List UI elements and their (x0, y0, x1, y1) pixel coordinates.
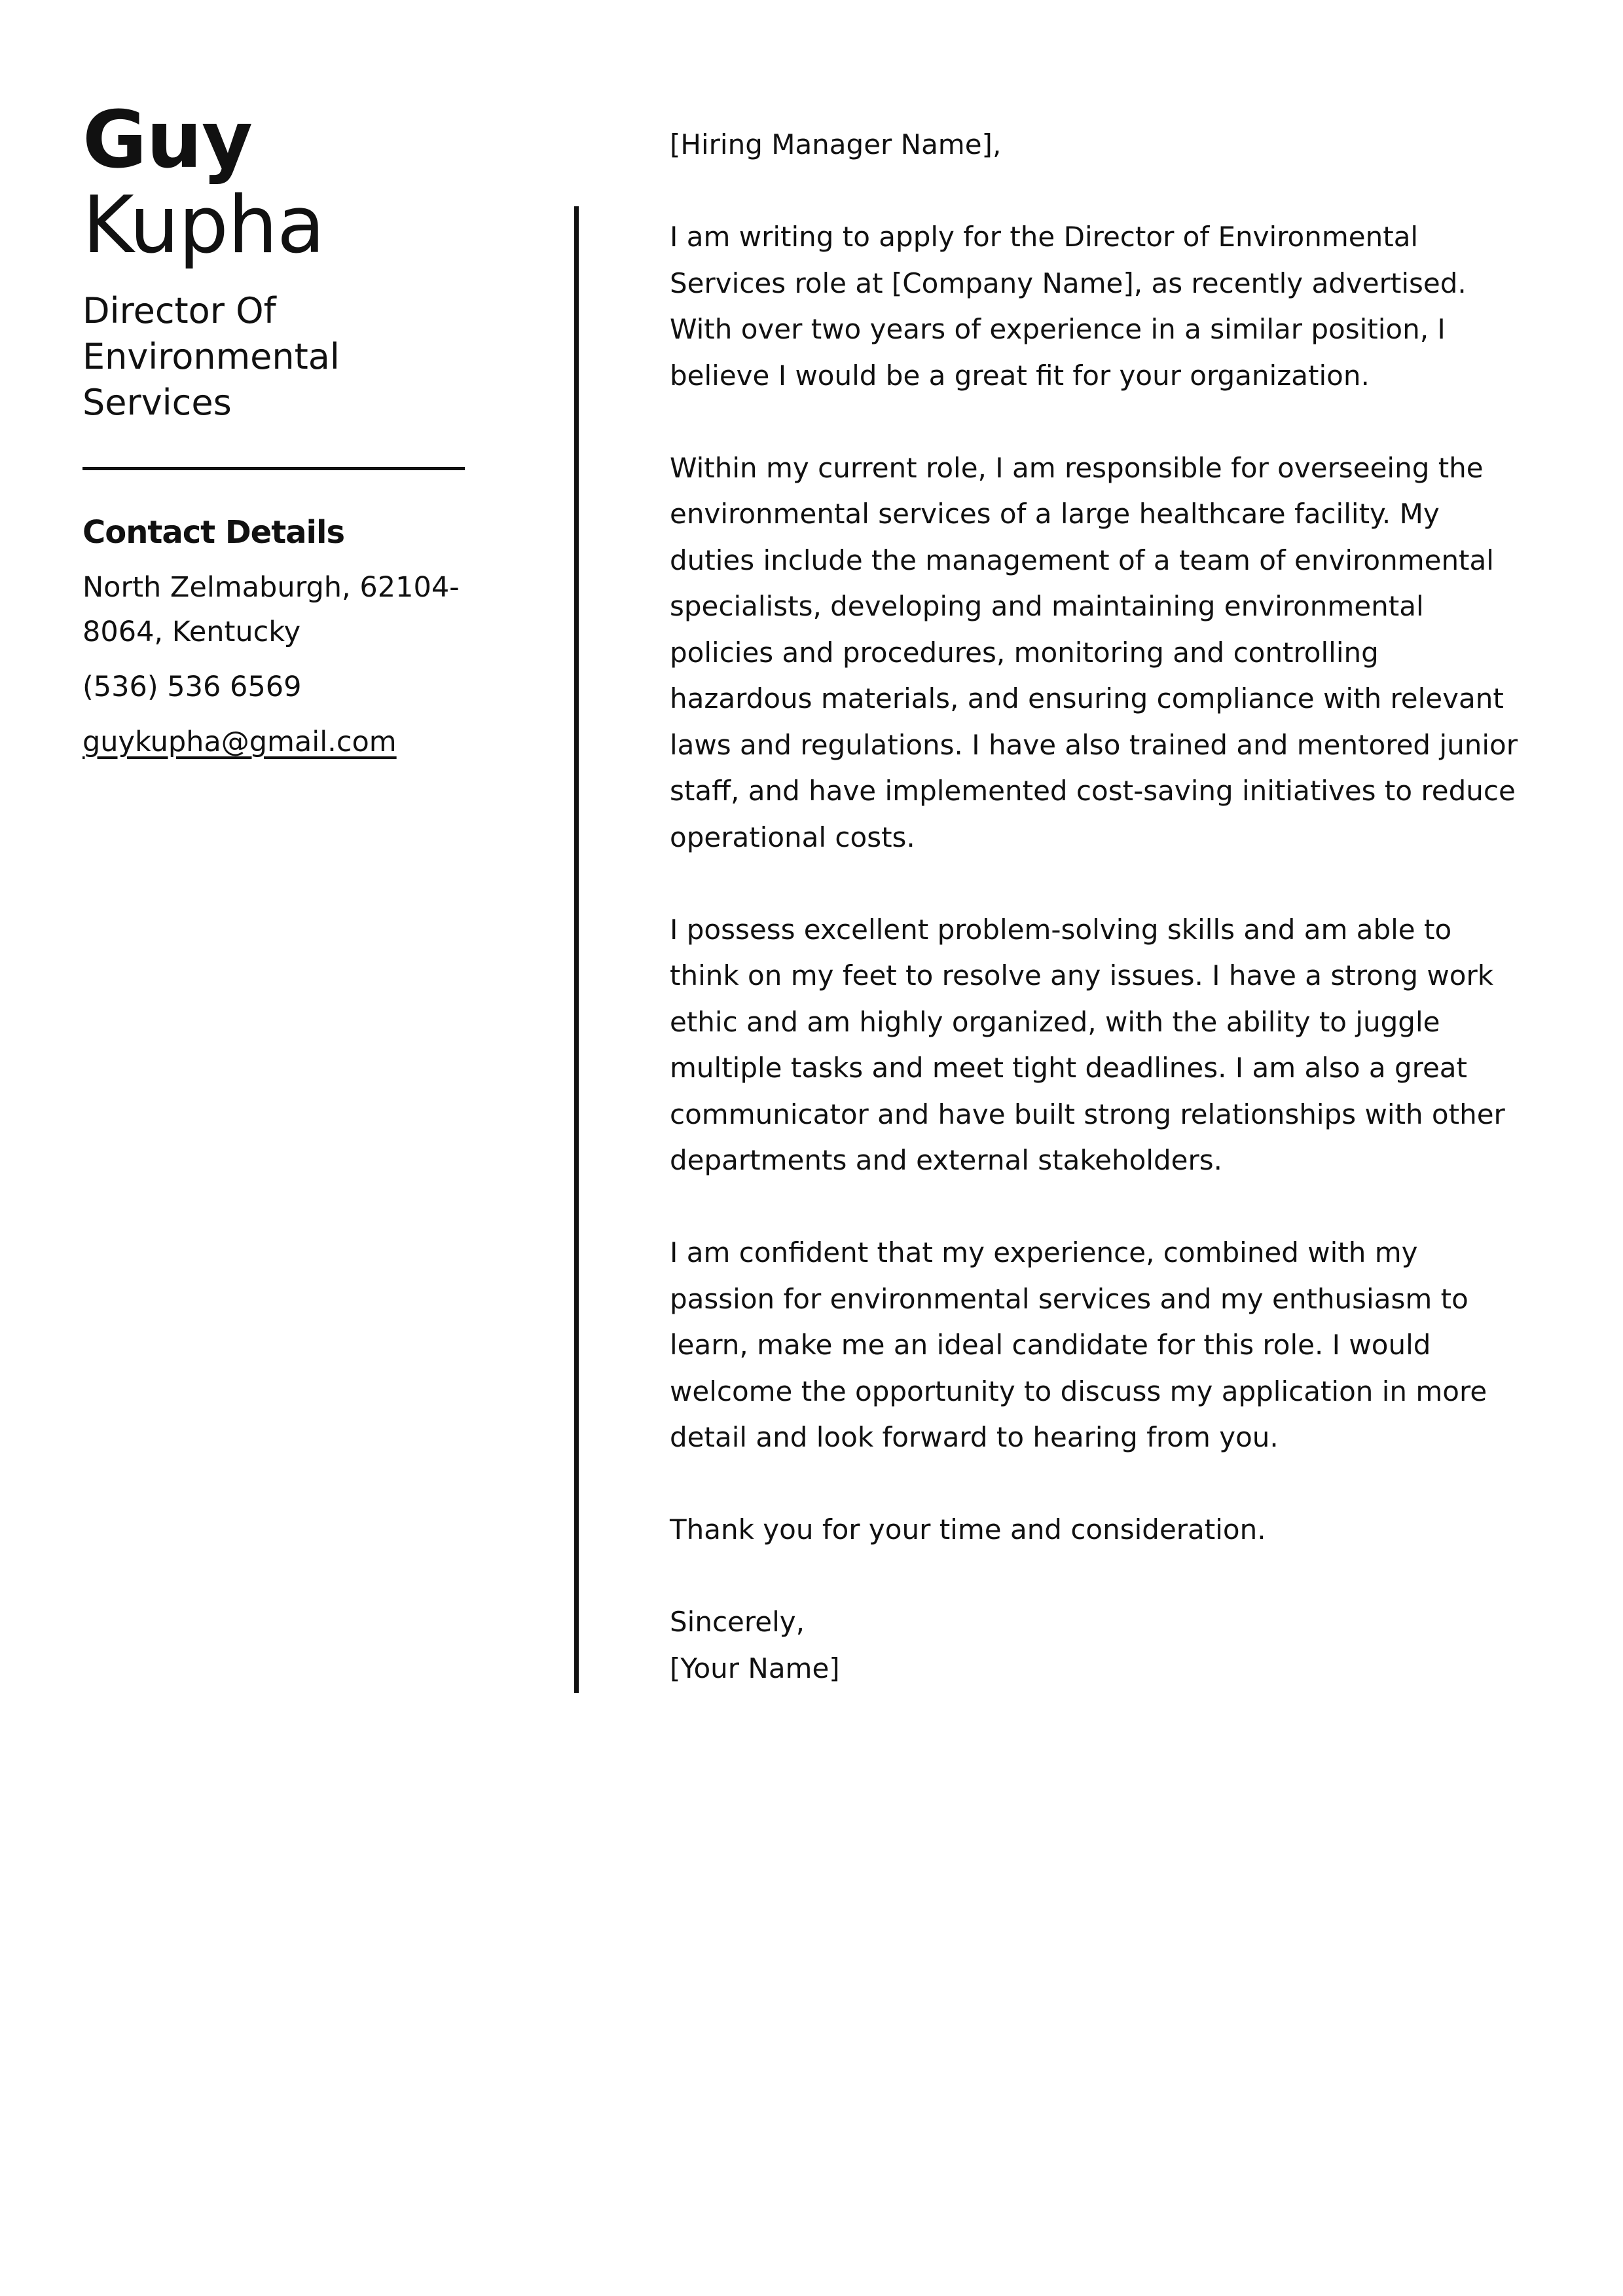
contact-phone: (536) 536 6569 (82, 671, 302, 703)
vertical-divider (574, 206, 579, 1693)
contact-email-link[interactable]: guykupha@gmail.com (82, 726, 397, 758)
letter-paragraph: I possess excellent problem-solving skills and am able to think on my feet to resolve any issues. I have a strong work ethic and am highly organized, with the ability to juggle multiple tasks and meet tight deadlines. I am also a great communicator and have built strong relationships with other departments and external stakeholders. (670, 913, 1505, 1176)
letter-paragraph: I am writing to apply for the Director of Environmental Services role at [Company Name], as recently advertised. With over two years of experience in a similar position, I believe I would be a great fit for your organization. (670, 221, 1467, 392)
first-name: Guy (82, 95, 253, 186)
sidebar-header (82, 95, 475, 426)
letter-signature: [Your Name] (670, 1652, 840, 1684)
letter-paragraph: Within my current role, I am responsible for overseeing the environmental services of a large healthcare facility. My duties include the management of a team of environmental specialists, developing and maintaining environmental policies and procedures, monitoring and controlling hazardous materials, and ensuring compliance with relevant laws and regulations. I have also trained and mentored junior staff, and have implemented cost-saving initiatives to reduce operational costs. (670, 451, 1518, 853)
contact-section (82, 508, 475, 775)
letter-salutation: [Hiring Manager Name], (670, 128, 1002, 160)
letter-paragraph: I am confident that my experience, combined with my passion for environmental services and my enthusiasm to learn, make me an ideal candidate for this role. I would welcome the opportunity to discuss my application in more detail and look forward to hearing from you. (670, 1236, 1487, 1453)
last-name: Kupha (82, 180, 325, 271)
sidebar-divider (82, 467, 465, 470)
letter-body (670, 122, 1521, 1692)
letter-closing: Sincerely, (670, 1606, 805, 1638)
letter-paragraph: Thank you for your time and consideration. (670, 1513, 1266, 1546)
job-title: Director Of Environmental Services (82, 290, 340, 423)
contact-address: North Zelmaburgh, 62104-8064, Kentucky (82, 571, 460, 648)
contact-heading: Contact Details (82, 514, 345, 551)
